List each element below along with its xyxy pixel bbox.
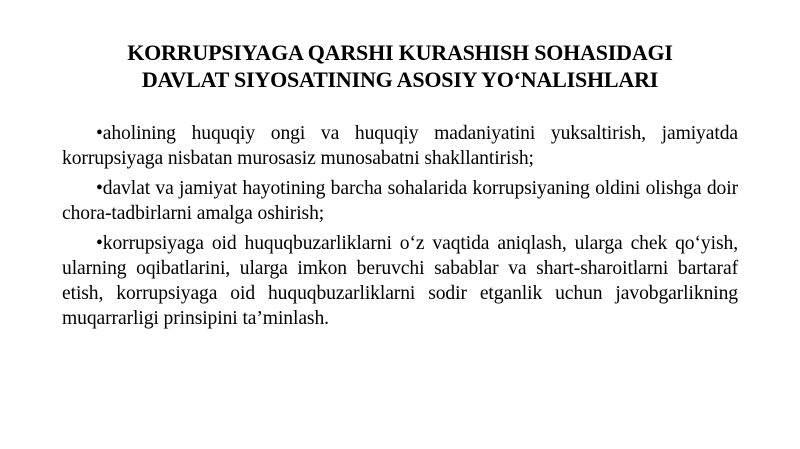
bullet-item-1-text: aholining huquqiy ongi va huquqiy madaniyatini yuksaltirish, jamiyatda korrupsiyaga nisbatan murosasiz munosabatni shakllantirish; xyxy=(62,123,738,169)
bullet-item-2-text: davlat va jamiyat hayotining barcha sohalarida korrupsiyaning oldini olishga doir chora-tadbirlarni amalga oshirish; xyxy=(62,178,738,224)
slide-title xyxy=(40,39,760,93)
bullet-list xyxy=(62,121,738,336)
bullet-icon: • xyxy=(96,123,103,144)
slide-title-line-1: KORRUPSIYAGA QARSHI KURASHISH SOHASIDAGI xyxy=(127,40,673,65)
slide-title-line-2: DAVLAT SIYOSATINING ASOSIY YO‘NALISHLARI xyxy=(141,67,659,92)
bullet-item-2 xyxy=(62,176,738,226)
bullet-icon: • xyxy=(96,178,103,199)
bullet-item-3 xyxy=(62,231,738,331)
bullet-item-1 xyxy=(62,121,738,171)
bullet-icon: • xyxy=(96,233,103,254)
bullet-item-3-text: korrupsiyaga oid huquqbuzarliklarni o‘z vaqtida aniqlash, ularga chek qo‘yish, ularning oqibatlarini, ularga imkon beruvchi sabablar va shart-sharoitlarni bartaraf etish, korrupsiyaga oid huquqbuzarliklarni sodir etganlik uchun javobgarlikning muqarrarligi prinsipini ta’minlash. xyxy=(62,233,738,329)
